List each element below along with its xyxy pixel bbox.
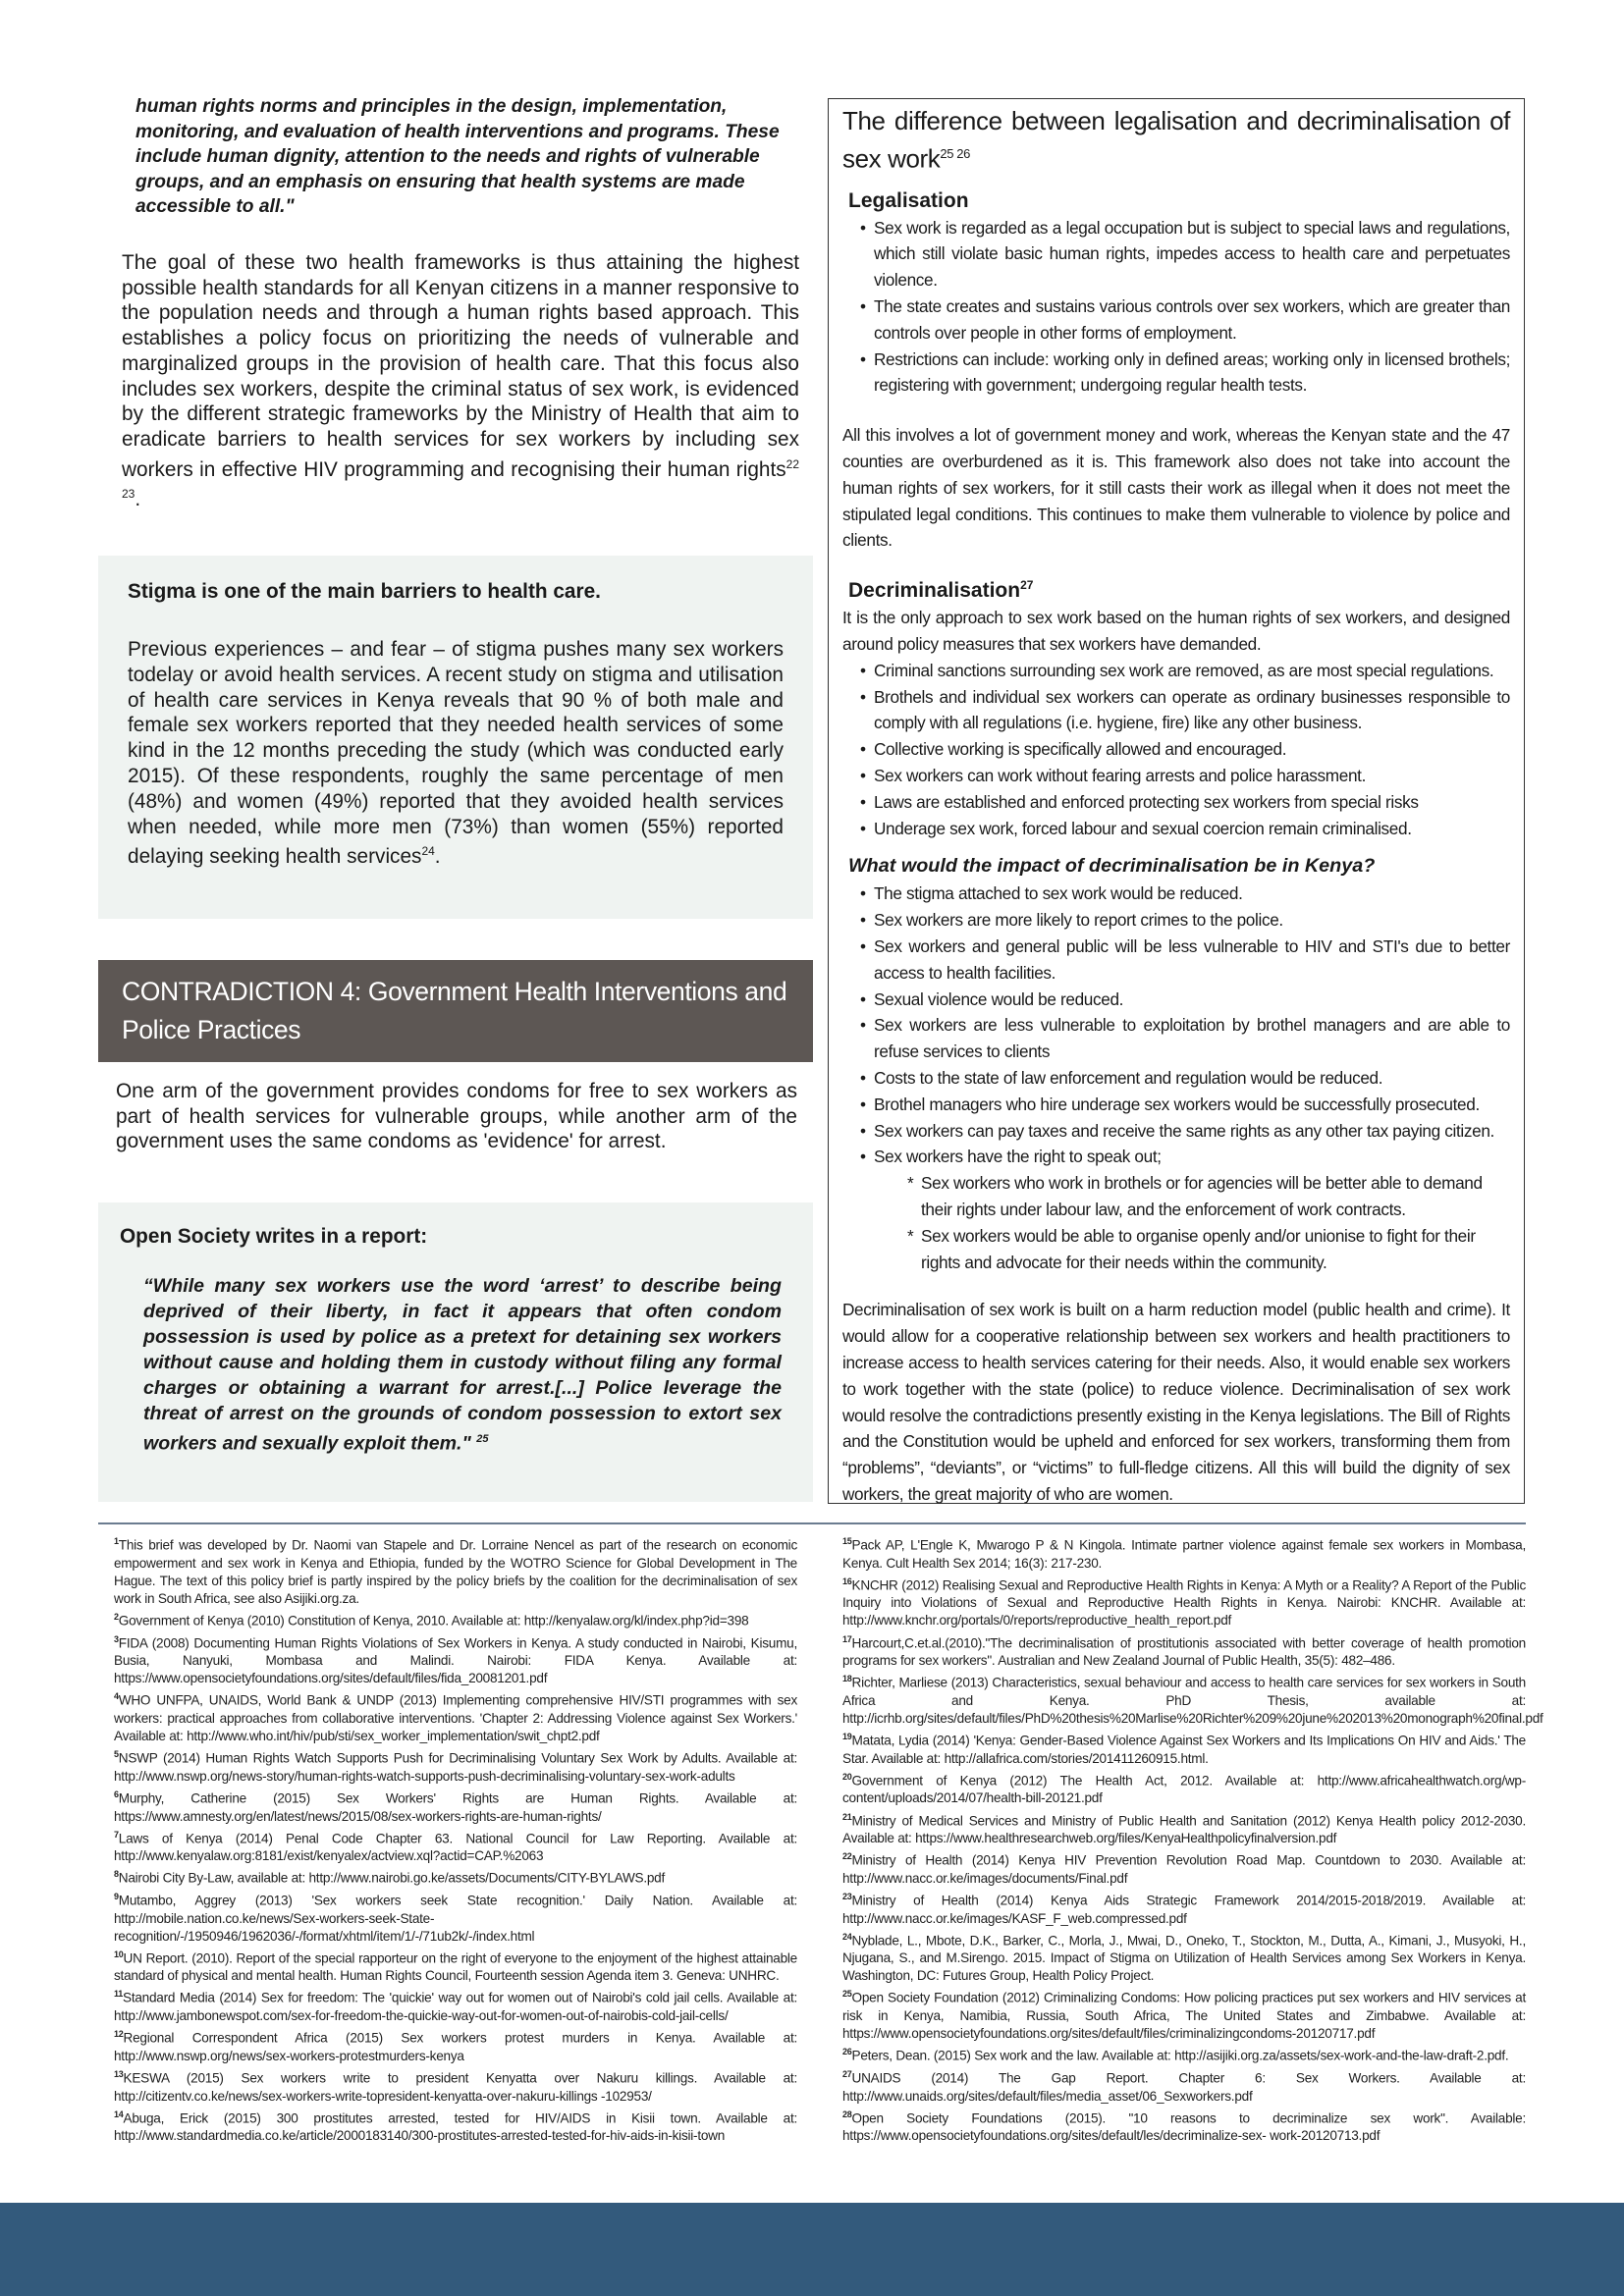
- list-item: • Sex workers have the right to speak out;: [874, 1144, 1510, 1170]
- footnote-text: Ministry of Health (2014) Kenya Aids Strategic Framework 2014/2015-2018/2019. Available at: http://www.nacc.or.ke/images/KASF_F_web.compressed.pdf: [842, 1893, 1526, 1926]
- decriminalisation-heading-text: Decriminalisation: [848, 579, 1021, 603]
- list-item: • Sex work is regarded as a legal occupation but is subject to special laws and regulations, which still violate basic human rights, impedes access to health care and perpetuates violence.: [874, 215, 1510, 294]
- list-item: • Sexual violence would be reduced.: [874, 987, 1510, 1013]
- footnote-text: KESWA (2015) Sex workers write to president Kenyatta over Nakuru killings. Available at: http://citizentv.co.ke/news/sex-workers-write-topresident-kenyatta-over-nakuru-killings -102953/: [114, 2070, 797, 2104]
- footnote: [842, 2065, 1526, 2106]
- footnote-text: WHO UNFPA, UNAIDS, World Bank & UNDP (2013) Implementing comprehensive HIV/STI programmes with sex workers: practical approaches from collaborative interventions. 'Chapter 2: Addressing Violence against Sex Workers.' Available at: http://www.who.int/hiv/pub/sti/sex_worker_implementation/swit_chpt2.pdf: [114, 1692, 797, 1744]
- footnote-number: 17: [842, 1633, 852, 1644]
- footnote-text: Laws of Kenya (2014) Penal Code Chapter 63. National Council for Law Reporting. Available at: http://www.kenyalaw.org:8181/exist/kenyalex/actview.xql?actid=CAP.%2063: [114, 1831, 797, 1864]
- list-item: • Sex workers can work without fearing arrests and police harassment.: [874, 763, 1510, 789]
- footnote-number: 21: [842, 1811, 852, 1822]
- footnote-text: Abuga, Erick (2015) 300 prostitutes arrested, tested for HIV/AIDS in Kisii town. Available at: http://www.standardmedia.co.ke/article/2000183140/300-prostitutes-arrested-tested-for-hiv-aids-in-kisii-town: [114, 2110, 797, 2144]
- list-item: • Collective working is specifically allowed and encouraged.: [874, 736, 1510, 763]
- impact-list: [842, 881, 1510, 1170]
- legalisation-heading: Legalisation: [848, 188, 969, 212]
- footnote-number: 2: [114, 1611, 119, 1622]
- list-item: • Costs to the state of law enforcement and regulation would be reduced.: [874, 1065, 1510, 1092]
- footnote-text: Murphy, Catherine (2015) Sex Workers' Rights are Human Rights. Available at: https://www.amnesty.org/en/latest/news/2015/08/sex-workers-rights-are-human-rights/: [114, 1790, 797, 1824]
- list-item: • Laws are established and enforced protecting sex workers from special risks: [874, 789, 1510, 816]
- footnote-number: 23: [842, 1891, 852, 1901]
- stigma-box: [98, 556, 813, 919]
- footnote-text: Nyblade, L., Mbote, D.K., Barker, C., Morla, J., Mwai, D., Oneko, T., Stockton, M., Dutta, A., Kimani, J., Musyoki, H., Njugana, S., and M.Sirengo. 2015. Impact of Stigma on Utilization of Health Services among Sex Workers in Kenya. Washington, DC: Futures Group, Health Policy Project.: [842, 1933, 1526, 1984]
- footnote-number: 11: [114, 1989, 124, 2000]
- footnote-text: Richter, Marliese (2013) Characteristics, sexual behaviour and access to health care services for sex workers in South Africa and Kenya. PhD Thesis, available at: http://icrhb.org/sites/default/files/PhD%20thesis%20Marlise%20Richter%209%20june%202013%20monograph%20final.pdf: [842, 1675, 1543, 1726]
- sub-list-item: * Sex workers who work in brothels or for agencies will be better able to demand their rights under labour law, and the enforcement of work contracts.: [921, 1170, 1510, 1223]
- footnote: [114, 1786, 797, 1826]
- footnote: [842, 1630, 1526, 1671]
- footnote: [842, 1573, 1526, 1630]
- footnote-number: 7: [114, 1829, 119, 1840]
- footnote-ref: 25: [476, 1433, 489, 1445]
- footnote-text: Harcourt,C.et.al.(2010)."The decriminalisation of prostitutionis associated with better coverage of health promotion programs for sex workers". Australian and New Zealand Journal of Public Health, 35(5): 482–486.: [842, 1635, 1526, 1669]
- stigma-heading: Stigma is one of the main barriers to health care.: [128, 580, 601, 603]
- footnote-text: Government of Kenya (2012) The Health Act, 2012. Available at: http://www.africahealthwatch.org/wp-content/uploads/2014/07/health-bill-20121.pdf: [842, 1773, 1526, 1806]
- footnote-number: 25: [842, 1989, 852, 2000]
- footnote-number: 14: [114, 2109, 124, 2119]
- footnote-number: 27: [842, 2068, 852, 2079]
- footnote-number: 5: [114, 1749, 119, 1760]
- closing-paragraph: Decriminalisation of sex work is built on a harm reduction model (public health and crime). It would allow for a cooperative relationship between sex workers and health practitioners to increase access to health services catering for their needs. Also, it would enable sex workers to work together with the state (police) to reduce violence. Decriminalisation of sex work would resolve the contradictions presently existing in the Kenya legislations. The Bill of Rights and the Constitution would be upheld and enforced for sex workers, transforming them from “problems”, “deviants”, or “victims” to full-fledge citizens. All this will build the dignity of sex workers, the great majority of who are women.: [842, 1300, 1510, 1504]
- open-society-heading: Open Society writes in a report:: [120, 1225, 428, 1248]
- footnote-number: 10: [114, 1949, 124, 1959]
- footnote-text: FIDA (2008) Documenting Human Rights Violations of Sex Workers in Kenya. A study conducted in Nairobi, Kisumu, Busia, Nanyuki, Mombasa and Malindi. Nairobi: FIDA Kenya. Available at: https://www.opensocietyfoundations.org/sites/default/files/fida_20081201.pdf: [114, 1635, 797, 1686]
- footnote-text: UN Report. (2010). Report of the special rapporteur on the right of everyone to the enjoyment of the highest attainable standard of physical and mental health. Human Rights Council, Fourteenth session Agenda item 3. Geneva: UNHRC.: [114, 1950, 797, 1984]
- legalisation-list: [842, 215, 1510, 400]
- footnote: [842, 2043, 1526, 2065]
- bottom-bar: [0, 2203, 1624, 2296]
- footnote-number: 24: [842, 1931, 852, 1942]
- footnotes-left: [114, 1532, 797, 2145]
- footnote: [842, 1728, 1526, 1768]
- paragraph-health-frameworks: [122, 250, 799, 512]
- footnote: [114, 2106, 797, 2146]
- impact-sub-list: [842, 1170, 1510, 1275]
- footnote-ref: 27: [1020, 578, 1034, 593]
- footnote-text: KNCHR (2012) Realising Sexual and Reproductive Health Rights in Kenya: A Myth or a Reality? A Report of the Public Inquiry into Violations of Sexual and Reproductive Health Rights in Kenya. Nairobi: KNCHR. Available at: http://www.knchr.org/portals/0/reports/reproductive_health_report.pdf: [842, 1577, 1526, 1629]
- decriminalisation-list: [842, 658, 1510, 842]
- footnote: [842, 1888, 1526, 1928]
- footnote-number: 4: [114, 1691, 119, 1702]
- footnote: [114, 1888, 797, 1946]
- decriminalisation-intro: It is the only approach to sex work based on the human rights of sex workers, and designed around policy measures that sex workers have demanded.: [842, 608, 1510, 655]
- footnote: [842, 2106, 1526, 2146]
- stigma-end: .: [434, 845, 441, 869]
- footnote: [842, 1808, 1526, 1848]
- stigma-text: [128, 637, 784, 870]
- footnote: [114, 1826, 797, 1866]
- footnote: [114, 1946, 797, 1986]
- footnote-number: 9: [114, 1891, 119, 1901]
- footnote-text: This brief was developed by Dr. Naomi van Stapele and Dr. Lorraine Nencel as part of the research on economic empowerment and sex work in Kenya and Ethiopia, funded by the WOTRO Science for Global Development in The Hague. The text of this policy brief is partly inspired by the policy briefs by the coalition for the decriminalisation of sex work in South Africa, see also Asijiki.org.za.: [114, 1537, 797, 1606]
- legalisation-vs-decriminalisation-box: [828, 98, 1525, 1504]
- footnote-text: Ministry of Health (2014) Kenya HIV Prevention Revolution Road Map. Countdown to 2030. Available at: http://www.nacc.or.ke/images/documents/Final.pdf: [842, 1852, 1526, 1886]
- footnote: [114, 1985, 797, 2025]
- footnote-text: Matata, Lydia (2014) 'Kenya: Gender-Based Violence Against Sex Workers and Its Implications On HIV and Aids.' The Star. Available at: http://allafrica.com/stories/201411260915.html.: [842, 1733, 1526, 1766]
- footnote-number: 20: [842, 1771, 852, 1782]
- footnote: [114, 1865, 797, 1888]
- paragraph-end: .: [135, 488, 141, 511]
- list-item: • Underage sex work, forced labour and sexual coercion remain criminalised.: [874, 816, 1510, 842]
- quote-text: “While many sex workers use the word ‘arrest’ to describe being deprived of their liberty, in fact it appears that often condom possession is used by police as a pretext for detaining sex workers without cause and holding them in custody without filing any formal charges or obtaining a warrant for arrest.[...] Police leverage the threat of arrest on the grounds of condom possession to extort sex workers and sexually exploit them.": [143, 1275, 782, 1455]
- footnote: [842, 1928, 1526, 1986]
- footnote-number: 3: [114, 1633, 119, 1644]
- list-item: • Sex workers are more likely to report crimes to the police.: [874, 907, 1510, 934]
- footnote-text: Pack AP, L'Engle K, Mwarogo P & N Kingola. Intimate partner violence against female sex workers in Mombasa, Kenya. Cult Health Sex 2014; 16(3): 217-230.: [842, 1537, 1526, 1571]
- footnote-text: Government of Kenya (2010) Constitution of Kenya, 2010. Available at: http://kenyalaw.org/kl/index.php?id=398: [118, 1613, 749, 1629]
- footnote-text: Standard Media (2014) Sex for freedom: The 'quickie' way out for women out of Nairobi's cold jail cells. Available at: http://www.jambonewspot.com/sex-for-freedom-the-quickie-way-out-for-women-out-of-nairobis-cold-jail-cells/: [114, 1991, 797, 2024]
- box-title: [842, 105, 1510, 176]
- open-society-box: [98, 1202, 813, 1502]
- footnote-number: 13: [114, 2068, 124, 2079]
- footnote: [114, 1532, 797, 1608]
- footnote-text: UNAIDS (2014) The Gap Report. Chapter 6: Sex Workers. Available at: http://www.unaids.org/sites/default/files/media_asset/06_Sexworkers.pdf: [842, 2070, 1526, 2104]
- footnote-text: Mutambo, Aggrey (2013) 'Sex workers seek State recognition.' Daily Nation. Available at: http://mobile.nation.co.ke/news/Sex-workers-seek-State-recognition/-/1950946/1962036/-/format/xhtml/item/1/-/71ub2k/-/index.html: [114, 1893, 797, 1944]
- footnote-number: 8: [114, 1869, 119, 1880]
- footnote-text: Peters, Dean. (2015) Sex work and the law. Available at: http://asijiki.org.za/assets/sex-work-and-the-law-draft-2.pdf.: [851, 2048, 1509, 2063]
- impact-heading: What would the impact of decriminalisation be in Kenya?: [848, 855, 1376, 878]
- footnote: [114, 1608, 797, 1630]
- footnotes-right: [842, 1532, 1543, 2145]
- footnote-number: 19: [842, 1732, 852, 1742]
- sub-list-item: * Sex workers would be able to organise openly and/or unionise to fight for their rights and advocate for their needs within the community.: [921, 1223, 1510, 1276]
- footnote: [114, 1630, 797, 1688]
- legalisation-paragraph: All this involves a lot of government money and work, whereas the Kenyan state and the 47 counties are overburdened as it is. This framework also does not take into account the human rights of sex workers, for it still casts their work as illegal when it does not meet the stipulated legal conditions. This continues to make them vulnerable to violence by police and clients.: [842, 425, 1510, 551]
- footnote-number: 15: [842, 1536, 852, 1546]
- list-item: • The stigma attached to sex work would be reduced.: [874, 881, 1510, 907]
- footnote-number: 1: [114, 1536, 119, 1546]
- footnote-ref: 25 26: [940, 146, 970, 161]
- list-item: • Restrictions can include: working only in defined areas; working only in licensed brothels; registering with government; undergoing regular health tests.: [874, 347, 1510, 400]
- intro-quote: human rights norms and principles in the design, implementation, monitoring, and evaluation of health interventions and programs. These include human dignity, attention to the needs and rights of vulnerable groups, and an emphasis on ensuring that health systems are made accessible to all.": [135, 96, 780, 217]
- contradiction-banner: CONTRADICTION 4: Government Health Interventions and Police Practices: [98, 960, 813, 1062]
- footnote-number: 22: [842, 1851, 852, 1862]
- footnote-number: 6: [114, 1789, 119, 1799]
- list-item: • Sex workers are less vulnerable to exploitation by brothel managers and are able to refuse services to clients: [874, 1012, 1510, 1065]
- footnote-ref: 22 23: [122, 456, 799, 502]
- footnote-number: 12: [114, 2029, 124, 2040]
- footnote: [114, 1745, 797, 1786]
- footnote: [842, 1985, 1526, 2043]
- footnote: [114, 2065, 797, 2106]
- footnote-number: 28: [842, 2109, 852, 2119]
- decriminalisation-heading: [842, 571, 1510, 605]
- footnote-ref: 24: [421, 844, 435, 859]
- footnote: [842, 1532, 1526, 1573]
- paragraph-condoms: One arm of the government provides condoms for free to sex workers as part of health services for vulnerable groups, while another arm of the government uses the same condoms as 'evidence' for arrest.: [116, 1080, 797, 1153]
- footnote: [114, 2025, 797, 2065]
- footnote-number: 16: [842, 1575, 852, 1586]
- list-item: • The state creates and sustains various controls over sex workers, which are greater than controls over people in other forms of employment.: [874, 294, 1510, 347]
- footnote-divider: [98, 1522, 1526, 1524]
- footnote-text: Ministry of Medical Services and Ministry of Public Health and Sanitation (2012) Kenya Health policy 2012-2030. Available at: https://www.healthresearchweb.org/files/KenyaHealthpolicyfinalversion.pdf: [842, 1813, 1526, 1846]
- footnote-text: Open Society Foundation (2012) Criminalizing Condoms: How policing practices put sex workers and HIV services at risk in Kenya, Namibia, Russia, South Africa, The United States and Zimbabwe. Available at: https://www.opensocietyfoundations.org/sites/default/files/criminalizingcondoms-20120717.pdf: [842, 1991, 1526, 2042]
- open-society-quote: [120, 1273, 791, 1457]
- footnote: [842, 1847, 1526, 1888]
- stigma-body: Previous experiences – and fear – of stigma pushes many sex workers todelay or avoid health services. A recent study on stigma and utilisation of health care services in Kenya reveals that 90 % of both male and female sex workers reported that they needed health services of some kind in the 12 months preceding the study (which was conducted early 2015). Of these respondents, roughly the same percentage of men (48%) and women (49%) reported that they avoided health services when needed, while more men (73%) than women (55%) reported delaying seeking health services: [128, 638, 784, 869]
- footnote-text: Open Society Foundations (2015). "10 reasons to decriminalize sex work". Available: https://www.opensocietyfoundations.org/sites/default/les/decriminalize-sex- work-20120713.pdf: [842, 2110, 1526, 2144]
- footnote-text: NSWP (2014) Human Rights Watch Supports Push for Decriminalising Voluntary Sex Work by Adults. Available at: http://www.nswp.org/news-story/human-rights-watch-supports-push-decriminalising-voluntary-sex-work-adults: [114, 1750, 797, 1784]
- list-item: • Brothels and individual sex workers can operate as ordinary businesses responsible to comply with all regulations (i.e. hygiene, fire) like any other business.: [874, 684, 1510, 737]
- list-item: • Sex workers and general public will be less vulnerable to HIV and STI's due to better access to health facilities.: [874, 934, 1510, 987]
- box-title-text: The difference between legalisation and decriminalisation of sex work: [842, 106, 1510, 174]
- list-item: • Sex workers can pay taxes and receive the same rights as any other tax paying citizen.: [874, 1118, 1510, 1145]
- footnote-text: Nairobi City By-Law, available at: http://www.nairobi.go.ke/assets/Documents/CITY-BYLAWS.pdf: [118, 1870, 666, 1886]
- paragraph-text: The goal of these two health frameworks is thus attaining the highest possible health standards for all Kenyan citizens in a manner responsive to the population needs and through a human rights based approach. This establishes a policy focus on prioritizing the needs of vulnerable and marginalized groups in the provision of health care. That this focus also includes sex workers, despite the criminal status of sex work, is evidenced by the different strategic frameworks by the Ministry of Health that aim to eradicate barriers to health services for sex workers by including sex workers in effective HIV programming and recognising their human rights: [122, 251, 799, 481]
- footnote-number: 18: [842, 1674, 852, 1684]
- footnote: [842, 1670, 1543, 1728]
- list-item: • Criminal sanctions surrounding sex work are removed, as are most special regulations.: [874, 658, 1510, 684]
- footnote-text: Regional Correspondent Africa (2015) Sex workers protest murders in Kenya. Available at: http://www.nswp.org/news/sex-workers-protestmurders-kenya: [114, 2030, 797, 2063]
- footnote-number: 26: [842, 2047, 852, 2057]
- footnote: [842, 1768, 1526, 1808]
- list-item: • Brothel managers who hire underage sex workers would be successfully prosecuted.: [874, 1092, 1510, 1118]
- footnote: [114, 1687, 797, 1745]
